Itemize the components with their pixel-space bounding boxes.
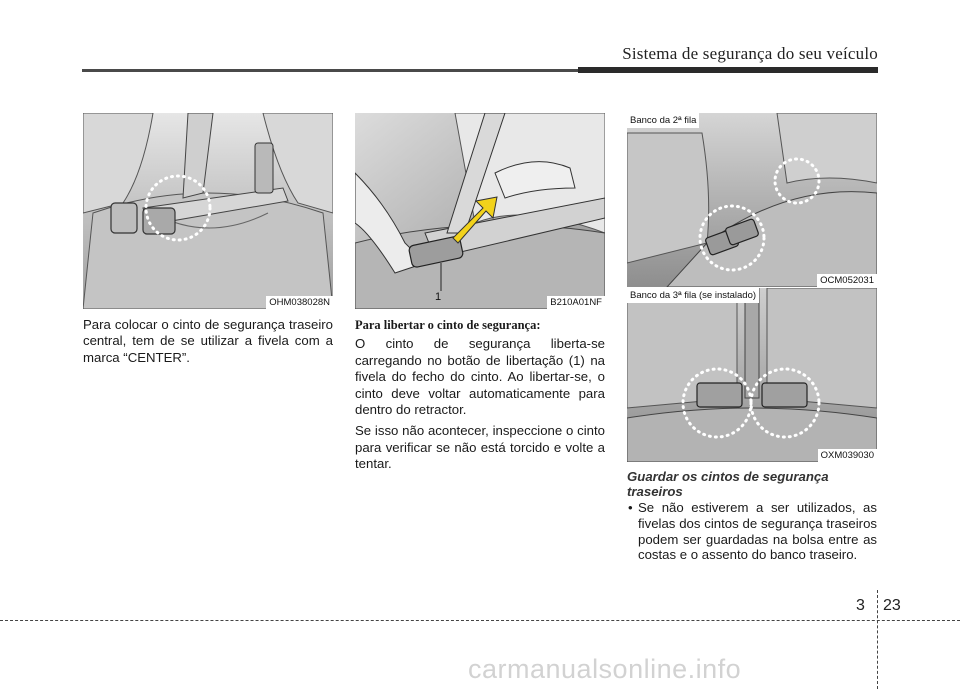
figure-second-row-seat: [627, 113, 877, 287]
figure-second-row-illustration: [627, 113, 877, 287]
figure-center-buckle: [83, 113, 333, 309]
figure-center-buckle-illustration: [83, 113, 333, 309]
figure-tag-label: Banco da 3ª fila (se instalado): [627, 288, 759, 303]
figure-code-label: B210A01NF: [547, 296, 605, 309]
release-paragraph-1: O cinto de segurança liberta-se carregando no botão de libertação (1) na fivela do fecho do cinto. Ao libertar-se, o cinto deve voltar automaticamente para dentro do retractor.: [355, 336, 605, 418]
storage-bullet-item: [628, 500, 877, 563]
figure-release-button: [355, 113, 605, 309]
column-2-text: [355, 317, 605, 478]
footer-divider: [877, 590, 878, 689]
watermark-text: carmanualsonline.info: [468, 654, 742, 684]
release-paragraph-2: Se isso não acontecer, inspeccione o cinto para verificar se não está torcido e volte a tentar.: [355, 423, 605, 472]
page-header-title: Sistema de segurança do seu veículo: [622, 44, 878, 63]
storage-bullet-text: Se não estiverem a ser utilizados, as fivelas dos cintos de segurança traseiros podem ser guardadas na bolsa entre as costas e o assento do banco traseiro.: [638, 500, 877, 563]
footer-rule: [0, 620, 960, 621]
figure-third-row-seat: [627, 288, 877, 462]
chapter-number: 3: [856, 597, 865, 614]
figure-code-label: OHM038028N: [266, 296, 333, 309]
page-number: 23: [883, 597, 901, 614]
figure-third-row-illustration: [627, 288, 877, 462]
center-buckle-paragraph: Para colocar o cinto de segurança traseiro central, tem de se utilizar a fivela com a marca “CENTER”.: [83, 317, 333, 365]
figure-code-label: OCM052031: [817, 274, 877, 287]
release-heading: Para libertar o cinto de segurança:: [355, 318, 541, 332]
figure-tag-label: Banco da 2ª fila: [627, 113, 699, 128]
header-rule-accent: [578, 67, 878, 73]
column-1-text: [83, 317, 333, 371]
figure-callout-number: 1: [435, 291, 442, 303]
bullet-marker: •: [628, 500, 633, 515]
figure-code-label: OXM039030: [818, 449, 877, 462]
figure-release-button-illustration: [355, 113, 605, 309]
storage-heading: Guardar os cintos de segurança traseiros: [627, 469, 829, 499]
